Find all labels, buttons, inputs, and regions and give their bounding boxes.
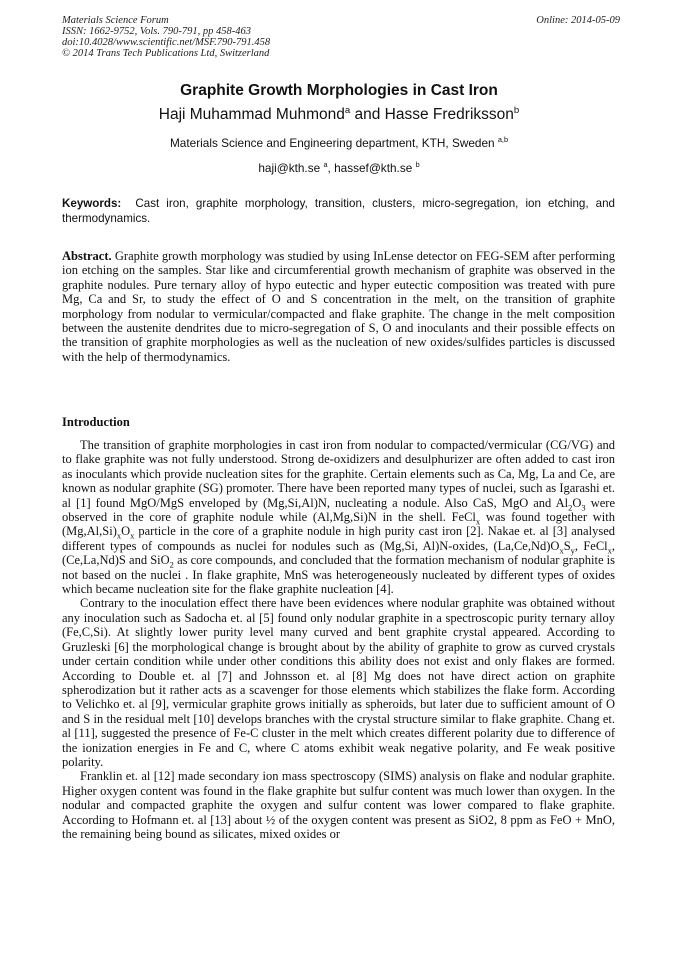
email-separator: , bbox=[327, 161, 335, 175]
subscript: x bbox=[559, 545, 564, 556]
intro-p1-text: O bbox=[572, 495, 582, 510]
paper-title: Graphite Growth Morphologies in Cast Iron bbox=[180, 82, 498, 99]
author-2: Hasse Fredriksson bbox=[384, 106, 514, 123]
affiliation-marks: a,b bbox=[497, 135, 509, 145]
subscript: 3 bbox=[581, 502, 586, 513]
journal-header bbox=[62, 15, 620, 59]
intro-p1-text: as core compounds, and concluded that the formation mechanism of nodular graphite is not based on the nuclei . In flake graphite, MnS was heterogeneously nucleated by different types of oxides which became nucleation site for the flake graphite nucleation [4]. bbox=[62, 553, 615, 597]
intro-p1-text: particle in the core of a graphite nodule in high purity cast iron [2]. Nakae et. al [3] analysed different types of compounds as nuclei for nodules such as (Mg,Si, Al)N-oxides, (La,Ce,Nd)O bbox=[62, 524, 615, 553]
author-1-affil-mark: a bbox=[344, 104, 351, 116]
intro-paragraph-1 bbox=[62, 438, 615, 596]
intro-p1-text: S bbox=[563, 538, 571, 553]
intro-paragraph-2: Contrary to the inoculation effect there have been evidences where nodular graphite was obtained without any inoculation such as Sadocha et. al [5] found only nodular graphite in a spectroscopic purity ternary alloy (Fe,C,Si). At slightly lower purity level many curved and bent graphite crystal appeared. According to Gruzleski [6] the morphological change is brought about by the ability of graphite to grow as curved crystals under certain condition while under other conditions this ability does not exist and only flakes are formed. According to Double et. al [7] and Johnsson et. al [8] Mg does not have direct action on graphite spherodization but it rather acts as a scavenger for those elements which stabilizes the flake form. According to Velichko et. al [9], vermicular graphite grows initially as spheroids, but later due to sufficient amount of O and S in the residual melt [10] develops branches with the crystal structure similar to flake graphite. Chang et. al [11], suggested the presence of Fe-C cluster in the melt which creates different polarity due to difference of the ionization energies in Fe and C, where C atoms exhibit weak negative polarity, and Fe weak positive polarity. bbox=[62, 596, 615, 769]
affiliation-text: Materials Science and Engineering department, KTH, Sweden bbox=[169, 136, 498, 150]
keywords-text: Cast iron, graphite morphology, transition, clusters, micro-segregation, ion etching, and thermodynamics. bbox=[62, 197, 615, 225]
intro-p1-text: O bbox=[121, 524, 131, 539]
journal-doi: doi:10.4028/www.scientific.net/MSF.790-791.458 bbox=[62, 37, 271, 48]
email-1-mark: a bbox=[323, 160, 328, 170]
journal-issn: ISSN: 1662-9752, Vols. 790-791, pp 458-463 bbox=[62, 26, 251, 37]
subscript: 2 bbox=[568, 502, 573, 513]
abstract-text: Graphite growth morphology was studied by using InLense detector on FEG-SEM after performing ion etching on the samples. Star like and circumferential growth mechanism of graphite was observed in the graphite nodules. Pure ternary alloy of hypo eutectic and hyper eutectic composition was treated with pure Mg, Ca and Sr, to study the effect of O and S concentration in the melt, on the transition of graphite morphology from nodular to vermicular/compacted and flake graphite. The change in the melt composition between the austenite dendrites due to micro-segregation of S, O and inoculants and their possible effects on the transition of graphite morphologies as well as the nucleation of new oxides/sulfides particles is discussed with the help of thermodynamics. bbox=[62, 249, 615, 364]
intro-p1-text: , FeCl bbox=[574, 538, 608, 553]
author-emails bbox=[0, 161, 678, 175]
intro-p1-text: was found together with (Mg,Al,Si) bbox=[62, 510, 615, 539]
intro-p1-text: were observed in the core of graphite nodule while (Al,Mg,Si)N in the shell. FeCl bbox=[62, 495, 615, 525]
author-1: Haji Muhammad Muhmond bbox=[158, 106, 345, 123]
subscript: x bbox=[607, 545, 612, 556]
intro-p1-text: The transition of graphite morphologies in cast iron from nodular to compacted/vermicular (CG/VG) and to flake graphite was not fully understood. Strong de-oxidizers and desulphurizer are often added to cast iron as inoculants which provide nucleation sites for the graphite. Certain elements such as Ca, Mg, La and Ce, are known as nodular graphite (SG) promoter. There have been reported many types of nuclei, such as Igarashi et. al [1] found MgO/MgS enveloped by (Mg,Si,Al)N, nucleating a nodule. Also CaS, MgO and Al bbox=[62, 438, 615, 510]
abstract-label: Abstract. bbox=[62, 249, 112, 263]
abstract-section bbox=[62, 249, 615, 364]
introduction-heading: Introduction bbox=[62, 415, 130, 429]
online-date: Online: 2014-05-09 bbox=[536, 15, 620, 26]
keywords-section bbox=[62, 196, 615, 226]
keywords-label: Keywords: bbox=[62, 197, 122, 210]
journal-name: Materials Science Forum bbox=[62, 15, 169, 26]
intro-p1-text: , (Ce,La,Nd)S and SiO bbox=[62, 538, 615, 568]
subscript: y bbox=[570, 545, 575, 556]
subscript: x bbox=[116, 530, 122, 541]
author-line bbox=[0, 106, 678, 124]
author-conjunction: and bbox=[350, 106, 385, 123]
email-1[interactable]: haji@kth.se bbox=[258, 161, 324, 175]
subscript: x bbox=[130, 530, 135, 541]
affiliation bbox=[0, 136, 678, 150]
introduction-body bbox=[62, 438, 615, 841]
email-2-mark: b bbox=[415, 160, 420, 170]
email-2[interactable]: hassef@kth.se bbox=[334, 161, 416, 175]
journal-copyright: © 2014 Trans Tech Publications Ltd, Switzerland bbox=[62, 48, 270, 59]
author-2-affil-mark: b bbox=[513, 104, 520, 116]
subscript: 2 bbox=[169, 559, 174, 570]
subscript: x bbox=[475, 516, 481, 527]
intro-paragraph-3: Franklin et. al [12] made secondary ion mass spectroscopy (SIMS) analysis on flake and nodular graphite. Higher oxygen content was found in the flake graphite but sulfur content was much lower than oxygen. In the nodular and compacted graphite the oxygen and sulfur content was lower compared to flake graphite. According to Hofmann et. al [13] about ½ of the oxygen content was present as SiO2, 8 ppm as FeO + MnO, the remaining being bound as silicates, mixed oxides or bbox=[62, 769, 615, 841]
